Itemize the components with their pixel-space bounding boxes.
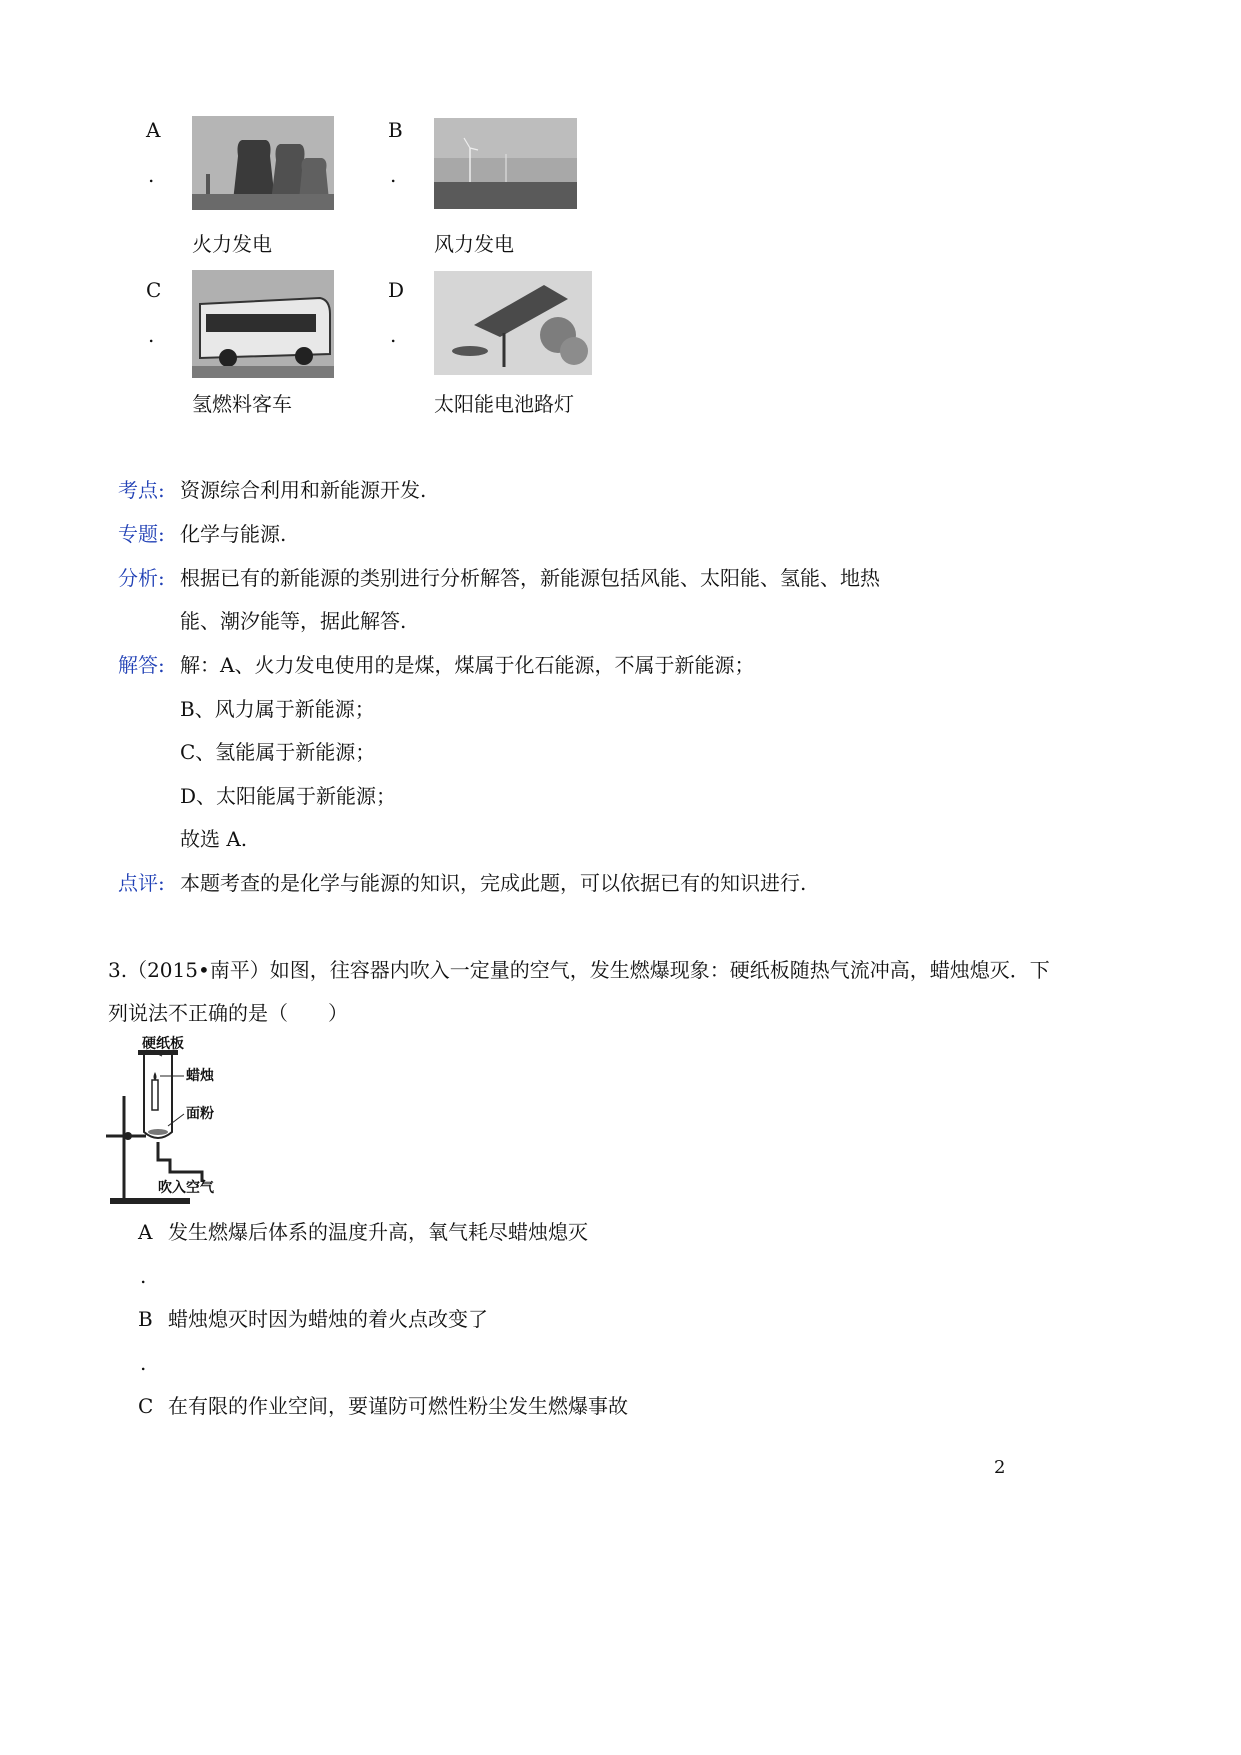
option-d-caption: 太阳能电池路灯 bbox=[434, 392, 574, 416]
q3-stem-line-2: 列说法不正确的是（ ） bbox=[108, 1001, 348, 1025]
q3-option-b-text: 蜡烛熄灭时因为蜡烛的着火点改变了 bbox=[168, 1307, 488, 1331]
q3-option-a-text: 发生燃爆后体系的温度升高，氧气耗尽蜡烛熄灭 bbox=[168, 1220, 588, 1244]
dianping-label: 点评: bbox=[118, 871, 165, 895]
fenxi-text-line-2: 能、潮汐能等，据此解答. bbox=[180, 609, 407, 633]
kaodian-text: 资源综合利用和新能源开发. bbox=[180, 478, 427, 502]
zhuanti-label: 专题: bbox=[118, 522, 165, 546]
fenxi-text-line-1: 根据已有的新能源的类别进行分析解答，新能源包括风能、太阳能、氢能、地热 bbox=[180, 566, 880, 590]
label-cardboard: 硬纸板 bbox=[142, 1036, 184, 1052]
option-a-dot: . bbox=[148, 163, 155, 187]
label-blow-air: 吹入空气 bbox=[158, 1180, 214, 1196]
q3-stem-line-1: 3.（2015•南平）如图，往容器内吹入一定量的空气，发生燃爆现象：硬纸板随热气流冲高，蜡烛熄灭．下 bbox=[108, 958, 1050, 982]
jieda-line: 故选 A. bbox=[180, 827, 248, 851]
thermal-power-plant-image bbox=[192, 116, 334, 210]
page-number: 2 bbox=[994, 1457, 1006, 1478]
option-c-letter: C bbox=[146, 278, 162, 302]
jieda-label: 解答: bbox=[118, 653, 165, 677]
label-candle: 蜡烛 bbox=[186, 1068, 214, 1084]
solar-street-lamp-image bbox=[434, 271, 592, 375]
fenxi-label: 分析: bbox=[118, 566, 165, 590]
option-b-caption: 风力发电 bbox=[434, 232, 514, 256]
q3-option-a-letter: A bbox=[138, 1220, 153, 1244]
label-flour: 面粉 bbox=[186, 1106, 214, 1122]
jieda-line: 解：A、火力发电使用的是煤，煤属于化石能源，不属于新能源； bbox=[180, 653, 755, 677]
jieda-line: D、太阳能属于新能源； bbox=[180, 784, 397, 808]
jieda-line: C、氢能属于新能源； bbox=[180, 740, 376, 764]
q3-option-b-dot: . bbox=[140, 1351, 147, 1375]
kaodian-label: 考点: bbox=[118, 478, 165, 502]
option-d-dot: . bbox=[390, 323, 397, 347]
option-a-letter: A bbox=[146, 118, 161, 142]
option-d-letter: D bbox=[388, 278, 405, 302]
q3-option-b-letter: B bbox=[138, 1307, 153, 1331]
q3-option-c-letter: C bbox=[138, 1394, 154, 1418]
option-b-letter: B bbox=[388, 118, 403, 142]
option-c-dot: . bbox=[148, 323, 155, 347]
dianping-text: 本题考查的是化学与能源的知识，完成此题，可以依据已有的知识进行. bbox=[180, 871, 807, 895]
q3-option-a-dot: . bbox=[140, 1264, 147, 1288]
jieda-line: B、风力属于新能源； bbox=[180, 697, 375, 721]
q3-option-c-text: 在有限的作业空间，要谨防可燃性粉尘发生燃爆事故 bbox=[168, 1394, 628, 1418]
wind-turbines-image bbox=[434, 118, 577, 209]
hydrogen-bus-image bbox=[192, 270, 334, 378]
option-b-dot: . bbox=[390, 163, 397, 187]
zhuanti-text: 化学与能源. bbox=[180, 522, 287, 546]
combustion-apparatus-diagram bbox=[106, 1036, 228, 1206]
option-c-caption: 氢燃料客车 bbox=[192, 392, 292, 416]
option-a-caption: 火力发电 bbox=[192, 232, 272, 256]
